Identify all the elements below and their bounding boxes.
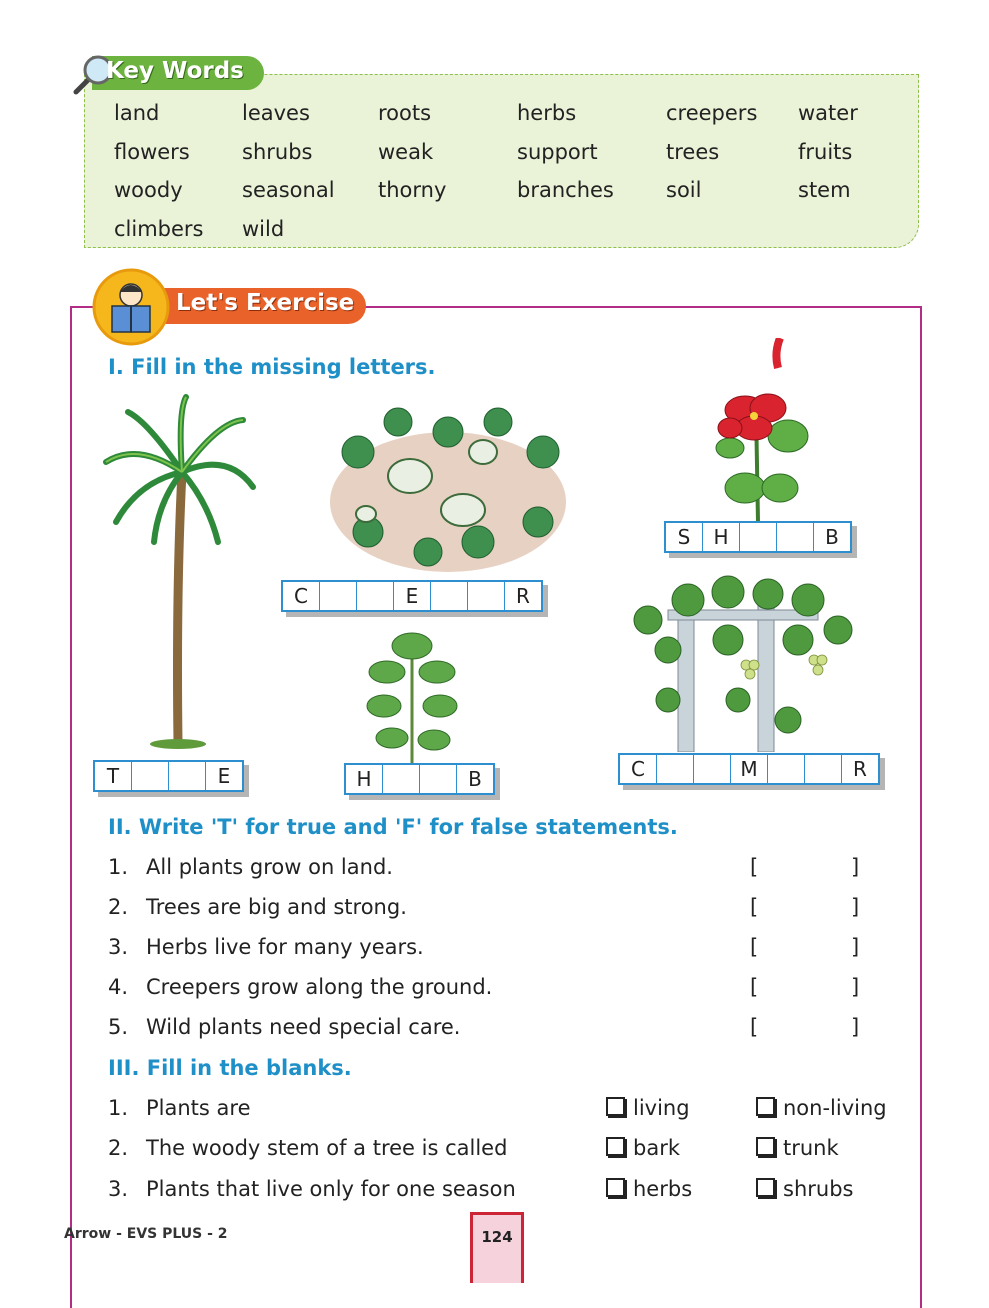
blank-number: 2.: [108, 1136, 129, 1160]
statement-number: 4.: [108, 975, 129, 999]
option-2[interactable]: [756, 1177, 853, 1201]
option-label: non-living: [783, 1096, 887, 1120]
book-title-footer: Arrow - EVS PLUS - 2: [64, 1226, 228, 1242]
answer-bracket-open[interactable]: [: [750, 1015, 759, 1039]
letter-box[interactable]: [805, 755, 842, 783]
blank-text: Plants that live only for one season: [146, 1177, 516, 1201]
checkbox-icon[interactable]: [606, 1178, 625, 1197]
answer-bracket-open[interactable]: [: [750, 935, 759, 959]
key-word: land: [114, 101, 160, 125]
key-word: branches: [517, 178, 614, 202]
watermelon-creeper-image: [328, 392, 573, 580]
statement-text: Wild plants need special care.: [146, 1015, 461, 1039]
answer-bracket-close[interactable]: ]: [851, 855, 860, 879]
tree-letter-boxes: [93, 760, 244, 792]
key-word: creepers: [666, 101, 758, 125]
letter-box[interactable]: [777, 523, 814, 551]
checkbox-icon[interactable]: [756, 1178, 775, 1197]
statement-text: All plants grow on land.: [146, 855, 393, 879]
page-number: 124: [481, 1228, 513, 1246]
answer-bracket-close[interactable]: ]: [851, 935, 860, 959]
letter-box[interactable]: R: [516, 584, 530, 608]
grape-climber-image: [628, 570, 860, 752]
letter-box[interactable]: H: [703, 523, 740, 551]
letter-box[interactable]: E: [394, 582, 431, 610]
option-label: herbs: [633, 1177, 693, 1201]
key-word: roots: [378, 101, 432, 125]
option-2[interactable]: [756, 1136, 839, 1160]
letter-box[interactable]: [431, 582, 468, 610]
key-word: thorny: [378, 178, 447, 202]
letter-box[interactable]: [657, 755, 694, 783]
statement-row: [108, 935, 868, 975]
option-1[interactable]: [606, 1136, 680, 1160]
key-word: climbers: [114, 216, 204, 241]
key-word: shrubs: [242, 139, 313, 164]
statement-number: 5.: [108, 1015, 129, 1039]
statement-number: 3.: [108, 935, 129, 959]
letter-box[interactable]: B: [825, 525, 839, 549]
key-word: water: [798, 101, 858, 125]
key-word: support: [517, 139, 598, 164]
letter-box[interactable]: [383, 765, 420, 793]
statement-row: [108, 855, 868, 895]
coconut-tree-image: [98, 392, 258, 752]
blank-text: Plants are: [146, 1096, 251, 1120]
answer-bracket-open[interactable]: [: [750, 855, 759, 879]
letter-box[interactable]: [320, 582, 357, 610]
option-label: living: [633, 1096, 690, 1120]
hibiscus-shrub-image: [700, 338, 812, 522]
blank-row: [108, 1136, 908, 1176]
answer-bracket-close[interactable]: ]: [851, 975, 860, 999]
key-word: soil: [666, 178, 702, 202]
creeper-letter-boxes: [281, 580, 543, 612]
option-label: trunk: [783, 1136, 839, 1160]
blank-text: The woody stem of a tree is called: [146, 1136, 508, 1160]
letter-box[interactable]: S: [666, 523, 703, 551]
letter-box[interactable]: C: [283, 582, 320, 610]
letter-box[interactable]: R: [853, 757, 867, 781]
herb-plant-image: [362, 628, 462, 764]
statement-number: 2.: [108, 895, 129, 919]
answer-bracket-open[interactable]: [: [750, 895, 759, 919]
letter-box[interactable]: [768, 755, 805, 783]
statement-row: [108, 975, 868, 1015]
reading-child-icon: [92, 268, 170, 346]
herb-letter-boxes: [344, 763, 495, 795]
checkbox-icon[interactable]: [606, 1097, 625, 1116]
letter-box[interactable]: [420, 765, 457, 793]
blank-number: 1.: [108, 1096, 129, 1120]
letter-box[interactable]: C: [620, 755, 657, 783]
letter-box[interactable]: T: [95, 762, 132, 790]
statement-row: [108, 1015, 868, 1055]
key-word: stem: [798, 178, 851, 202]
section-1-heading: I. Fill in the missing letters.: [108, 355, 436, 379]
page-number-tab: [470, 1212, 524, 1283]
blank-row: [108, 1096, 908, 1136]
letter-box[interactable]: [169, 762, 206, 790]
exercise-title: Let's Exercise: [176, 290, 355, 316]
key-word: seasonal: [242, 178, 335, 202]
letter-box[interactable]: B: [468, 767, 482, 791]
answer-bracket-close[interactable]: ]: [851, 895, 860, 919]
section-2-heading: II. Write 'T' for true and 'F' for false statements.: [108, 815, 678, 839]
statement-number: 1.: [108, 855, 129, 879]
climber-letter-boxes: [618, 753, 880, 785]
option-label: shrubs: [783, 1177, 854, 1201]
option-1[interactable]: [606, 1096, 690, 1120]
letter-box[interactable]: E: [217, 764, 231, 788]
key-word: fruits: [798, 139, 853, 164]
letter-box[interactable]: [357, 582, 394, 610]
answer-bracket-close[interactable]: ]: [851, 1015, 860, 1039]
option-1[interactable]: [606, 1177, 692, 1201]
key-word: herbs: [517, 101, 577, 125]
key-word: wild: [242, 216, 285, 241]
statement-text: Creepers grow along the ground.: [146, 975, 493, 999]
option-label: bark: [633, 1136, 680, 1160]
blank-number: 3.: [108, 1177, 129, 1201]
letter-box[interactable]: [740, 523, 777, 551]
answer-bracket-open[interactable]: [: [750, 975, 759, 999]
key-word: flowers: [114, 139, 190, 164]
statement-row: [108, 895, 868, 935]
letter-box[interactable]: [694, 755, 731, 783]
checkbox-icon[interactable]: [606, 1137, 625, 1156]
letter-box[interactable]: [468, 582, 505, 610]
section-3-heading: III. Fill in the blanks.: [108, 1056, 352, 1080]
shrub-letter-boxes: [664, 521, 852, 553]
key-word: woody: [114, 178, 183, 202]
option-2[interactable]: [756, 1096, 887, 1120]
checkbox-icon[interactable]: [756, 1137, 775, 1156]
statement-text: Herbs live for many years.: [146, 935, 424, 959]
letter-box[interactable]: [132, 762, 169, 790]
key-words-title: Key Words: [106, 58, 244, 84]
key-words-grid: [114, 94, 914, 248]
blank-row: [108, 1177, 908, 1217]
key-word: leaves: [242, 101, 310, 125]
key-word: trees: [666, 139, 720, 164]
checkbox-icon[interactable]: [756, 1097, 775, 1116]
statement-text: Trees are big and strong.: [146, 895, 407, 919]
key-word: weak: [378, 139, 434, 164]
letter-box[interactable]: H: [346, 765, 383, 793]
letter-box[interactable]: M: [731, 755, 768, 783]
